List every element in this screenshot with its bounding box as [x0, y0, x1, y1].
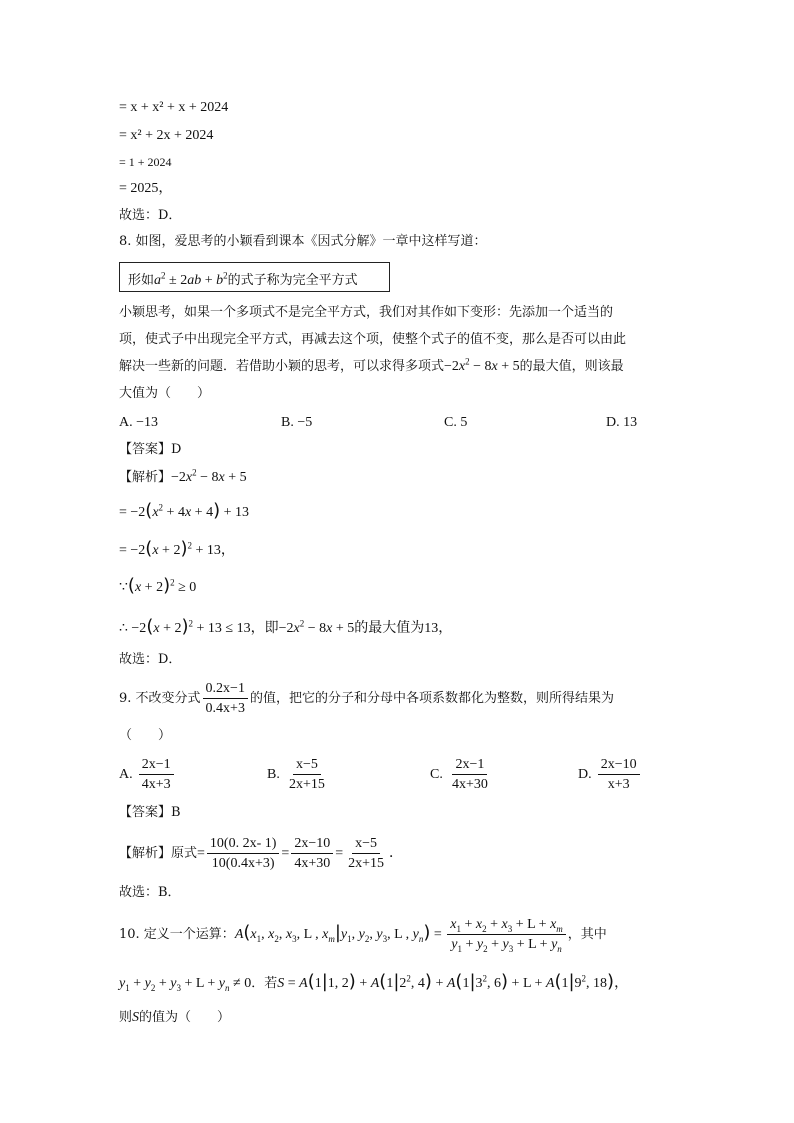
- q8-para-1: 小颖思考，如果一个多项式不是完全平方式，我们对其作如下变形：先添加一个适当的: [119, 305, 614, 320]
- q10-definition: 10. 定义一个运算：$A(x_1$, $x_2$, $x_3$, L , $x_m|y_1$, $y_2$, $y_3$, L , $y_n$) = $\frac{x_1 + x_2 + x_3 + L + x_m}{y_1 + y_2 + y_3 + L + y_n}$ ，其中: [119, 917, 607, 954]
- q8-step-1: = $-2(x^2 + 4x + 4) + 13$: [119, 500, 250, 521]
- solution-line-2: = x² + 2x + 2024: [119, 128, 214, 143]
- solution-line-4: = 2025，: [119, 181, 173, 196]
- solution-line-3: = 1 + 2024: [119, 155, 172, 169]
- q10-condition: $y_1 + y_2 + y_3 + L + y_n \ne 0$．若S = A(1|1, $2) + A(1|2^2$, $4) + A(1|3^2$, $6) + L + A(1|9^2$, 18)，: [119, 971, 629, 993]
- q9-choose: 故选：B．: [119, 885, 181, 900]
- q8-step-4-poly: $-2x^2 - 8x + 5$: [278, 618, 355, 636]
- q9-stem-b: 的值，把它的分子和分母中各项系数都化为整数，则所得结果为: [249, 691, 614, 706]
- q9-option-d: D. $\frac{2x-10}{x+3}$: [578, 756, 642, 793]
- solution-line-1: = x + x² + x + 2024: [119, 100, 229, 115]
- q9-option-c: C. $\frac{2x-1}{4x+30}$: [430, 757, 488, 792]
- q8-step-2: = $-2(x + 2)^2 + 13$，: [119, 538, 235, 559]
- q8-para-3b: 的最大值，则该最: [519, 359, 624, 374]
- q8-step-0: $-2x^2 - 8x + 5$: [171, 467, 247, 485]
- q8-choose: 故选：D．: [119, 652, 182, 667]
- q8-para-2: 项，使式子中出现完全平方式，再减去这个项，使整个式子的值不变，那么是否可以由此: [119, 332, 627, 347]
- q9-stem-a: 9. 不改变分式: [119, 691, 201, 706]
- q9-paren: （ ）: [119, 728, 172, 743]
- q8-stem: 8. 如图，爱思考的小颖看到课本《因式分解》一章中这样写道：: [119, 234, 487, 249]
- q9-answer: 【答案】B: [119, 805, 181, 820]
- q8-polynomial: $-2x^2 - 8x + 5$: [444, 356, 520, 374]
- q8-step-3: ∵(x + 2)$^2$ ≥ 0: [119, 575, 197, 596]
- q8-answer: 【答案】D: [119, 442, 182, 457]
- q8-option-a: A. −13: [119, 415, 159, 430]
- q9-analysis: 【解析】原式= $\frac{10(0. 2x- 1)}{10(0.4x+3)}$ = $\frac{2x-10}{4x+30}$ = $\frac{x-5}{2x+15}$ ．: [119, 836, 404, 871]
- box-prefix: 形如: [128, 273, 155, 288]
- q8-step-4-val: 13，: [424, 621, 453, 636]
- q8-option-b: B. −5: [281, 415, 313, 430]
- q8-para-4: 大值为（ ）: [119, 386, 211, 401]
- q8-step-4-mid: ，即: [250, 621, 279, 636]
- box-suffix: 的式子称为完全平方式: [227, 273, 358, 288]
- q8-option-d: D. 13: [606, 415, 638, 430]
- q8-para-3a: 解决一些新的问题．若借助小颖的思考，可以求得多项式: [119, 359, 445, 374]
- q9-option-b: B. $\frac{x-5}{2x+15}$: [267, 757, 325, 792]
- q9-option-a: A. $\frac{2x-1}{4x+3}$: [119, 756, 176, 793]
- definition-box: [119, 262, 390, 292]
- q9-fraction: $\frac{0.2x-1}{0.4x+3}$: [203, 680, 248, 717]
- q8-option-c: C. 5: [444, 415, 468, 430]
- q8-step-4-text: 的最大值为: [354, 621, 425, 636]
- q8-step-4: ∴ $-2(x + 2)^2 + 13 \le 13$: [119, 616, 251, 637]
- choose-line: 故选：D．: [119, 208, 182, 223]
- box-formula: $a^2 \pm 2ab + b^2$: [154, 270, 228, 288]
- q8-analysis-label: 【解析】: [119, 470, 172, 485]
- q10-ask: 则S的值为（ ）: [119, 1010, 231, 1025]
